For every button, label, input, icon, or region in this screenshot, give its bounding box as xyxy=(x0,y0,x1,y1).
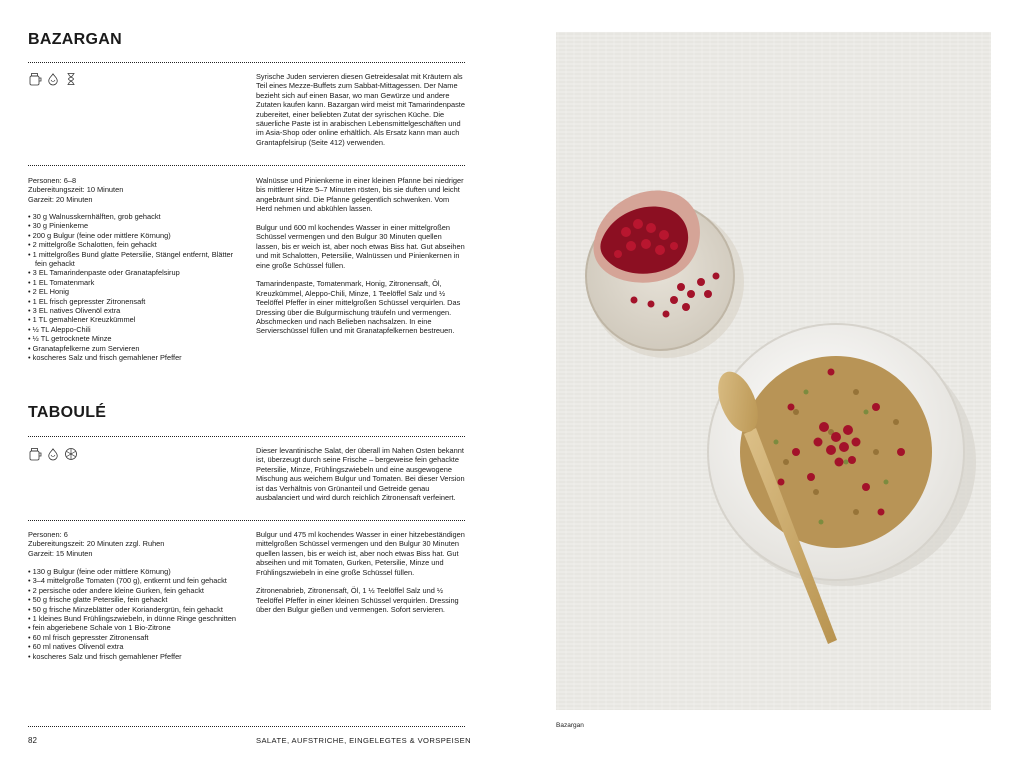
recipe-title-bazargan: BAZARGAN xyxy=(28,31,122,48)
recipe-icons-taboule xyxy=(28,447,78,461)
step-paragraph: Bulgur und 600 ml kochendes Wasser in einer mittelgroßen Schüssel vermengen und den Bulgur 30 Minuten quellen lassen, bis er weich ist, aber noch etwas Biss hat. Gut abseihen und mit Schalotten, Petersilie, Walnüssen und Pinienkernen in eine große Schüssel füllen. xyxy=(256,223,465,270)
list-item: • 1 TL gemahlener Kreuzkümmel xyxy=(28,315,243,324)
list-item: • 200 g Bulgur (feine oder mittlere Körnung) xyxy=(28,231,243,240)
hourglass-icon xyxy=(64,72,78,86)
list-item: • koscheres Salz und frisch gemahlener Pfeffer xyxy=(28,353,243,362)
list-item: • 50 g frische glatte Petersilie, fein gehackt xyxy=(28,595,243,604)
divider xyxy=(28,726,465,727)
list-item: • 1 kleines Bund Frühlingszwiebeln, in dünne Ringe geschnitten xyxy=(28,614,243,623)
recipe-icons-bazargan xyxy=(28,72,78,86)
cook-time: Garzeit: 15 Minuten xyxy=(28,548,93,558)
list-item: • 30 g Walnusskernhälften, grob gehackt xyxy=(28,212,243,221)
recipe-intro-bazargan: Syrische Juden servieren diesen Getreidesalat mit Kräutern als Teil eines Mezze-Buffets zum Sabbat-Mittagessen. Der Name bezieht sich auf einen Basar, wo man Gewürze und andere Zutaten kaufen kann. Bazargan wird meist mit Tamarindenpaste zubereitet, einer beliebten Zutat der syrischen Küche. Die säuerliche Paste ist in arabischen Lebensmittelgeschäften und im Asia-Shop oder online erhältlich. Als Ersatz kann man auch Grantapfelsirup (Seite 412) verwenden. xyxy=(256,72,465,147)
prep-time: Zubereitungszeit: 10 Minuten xyxy=(28,185,124,195)
section-title: SALATE, AUFSTRICHE, EINGELEGTES & VORSPEISEN xyxy=(256,736,471,745)
prep-time: Zubereitungszeit: 20 Minuten zzgl. Ruhen xyxy=(28,539,165,549)
list-item: • 2 persische oder andere kleine Gurken, fein gehackt xyxy=(28,586,243,595)
food-photo xyxy=(556,32,991,710)
list-item: • 3 EL Tamarindenpaste oder Granatapfelsirup xyxy=(28,268,243,277)
ingredient-list-taboule xyxy=(28,567,243,661)
servings: Personen: 6 xyxy=(28,530,68,539)
recipe-title-taboule: TABOULÉ xyxy=(28,404,107,421)
recipe-meta-taboule xyxy=(28,530,238,558)
divider xyxy=(28,436,465,437)
list-item: • 130 g Bulgur (feine oder mittlere Körnung) xyxy=(28,567,243,576)
spice-jar-icon xyxy=(28,447,42,461)
fig-icon xyxy=(46,72,60,86)
list-item: • 30 g Pinienkerne xyxy=(28,221,243,230)
spice-jar-icon xyxy=(28,72,42,86)
fig-icon xyxy=(46,447,60,461)
list-item: • 3 EL natives Olivenöl extra xyxy=(28,306,243,315)
recipe-steps-bazargan xyxy=(256,176,466,345)
snowflake-icon xyxy=(64,447,78,461)
list-item: • 1 EL Tomatenmark xyxy=(28,278,243,287)
list-item: • 1 EL frisch gepresster Zitronensaft xyxy=(28,297,243,306)
step-paragraph: Zitronenabrieb, Zitronensaft, Öl, 1 ½ Teelöffel Salz und ½ Teelöffel Pfeffer in einer kleinen Schüssel verquirlen. Dressing über den Bulgur gießen und vermengen. Sofort servieren. xyxy=(256,586,459,615)
list-item: • fein abgeriebene Schale von 1 Bio-Zitrone xyxy=(28,623,243,632)
list-item: • 60 ml natives Olivenöl extra xyxy=(28,642,243,651)
recipe-intro-taboule: Dieser levantinische Salat, der überall im Nahen Osten bekannt ist, überzeugt durch seine Frische – bergeweise fein gehackte Petersilie, Minze, Frühlingszwiebeln und eine ausgewogene Mischung aus weichem Bulgur und Tomaten. Bei dieser Version ist das Verhältnis von Grünanteil und Getreide genau ausbalanciert und wird durch reichlich Zitronensaft verfeinert. xyxy=(256,446,465,503)
list-item: • 60 ml frisch gepresster Zitronensaft xyxy=(28,633,243,642)
list-item: • 2 EL Honig xyxy=(28,287,243,296)
list-item: • 50 g frische Minzeblätter oder Koriandergrün, fein gehackt xyxy=(28,605,243,614)
list-item: • ½ TL getrocknete Minze xyxy=(28,334,243,343)
recipe-steps-taboule xyxy=(256,530,466,624)
step-paragraph: Tamarindenpaste, Tomatenmark, Honig, Zitronensaft, Öl, Kreuzkümmel, Aleppo-Chili, Minze, 1 Teelöffel Salz und ½ Teelöffel Pfeffer in einer mittelgroßen Schüssel verquirlen. Das Dressing über die Bulgurmischung träufeln und vermengen. Abschmecken und nach Belieben nachsalzen. In eine Servierschüssel füllen und mit Granatapfelkernen bestreuen. xyxy=(256,279,461,336)
divider xyxy=(28,165,465,166)
ingredient-list-bazargan xyxy=(28,212,243,363)
list-item: • 1 mittelgroßes Bund glatte Petersilie, Stängel entfernt, Blätter fein gehackt xyxy=(28,250,243,269)
page-number: 82 xyxy=(28,736,37,745)
step-paragraph: Bulgur und 475 ml kochendes Wasser in einer hitzebeständigen mittelgroßen Schüssel vermengen und den Bulgur 30 Minuten quellen lassen, bis er weich ist, aber noch etwas Biss hat. Gut abseihen und mit Tomaten, Gurken, Petersilie, Minze und Frühlingszwiebeln in eine große Schüssel füllen. xyxy=(256,530,465,577)
step-paragraph: Walnüsse und Pinienkerne in einer kleinen Pfanne bei niedriger bis mittlerer Hitze 5–7 Minuten rösten, bis sie duften und leicht angebräunt sind. Die Pfanne gelegentlich schwenken. Vom Herd nehmen und abkühlen lassen. xyxy=(256,176,464,214)
list-item: • 2 mittelgroße Schalotten, fein gehackt xyxy=(28,240,243,249)
recipe-meta-bazargan xyxy=(28,176,238,204)
list-item: • koscheres Salz und frisch gemahlener Pfeffer xyxy=(28,652,243,661)
divider xyxy=(28,520,465,521)
list-item: • 3–4 mittelgroße Tomaten (700 g), entkernt und fein gehackt xyxy=(28,576,243,585)
servings: Personen: 6–8 xyxy=(28,176,77,185)
list-item: • ½ TL Aleppo-Chili xyxy=(28,325,243,334)
photo-caption: Bazargan xyxy=(556,722,584,729)
divider xyxy=(28,62,465,63)
cook-time: Garzeit: 20 Minuten xyxy=(28,194,93,204)
list-item: • Granatapfelkerne zum Servieren xyxy=(28,344,243,353)
